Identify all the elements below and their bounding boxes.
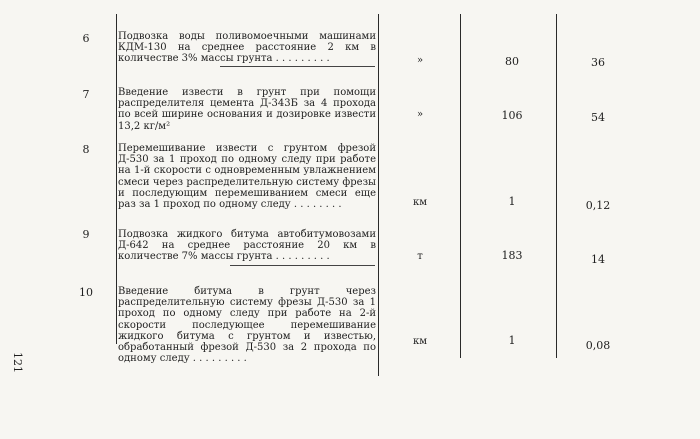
- row-cost: 36: [591, 56, 605, 69]
- column-rule-qty: [556, 14, 557, 358]
- row-number: 10: [79, 286, 93, 299]
- row-quantity: 1: [508, 195, 516, 208]
- row-number: 9: [82, 228, 90, 241]
- row-description: Перемешивание извести с грунтом фрезой Д-530 за 1 проход по одному следу при работе на 1-й скорости с одновременным увлажнением смеси через распределительную систему фрезы и последующим перемешиванием смеси еще раз за 1 проход по одному следу . . . . . . . .: [118, 143, 376, 211]
- row-number: 7: [82, 88, 90, 101]
- row-cost: 54: [591, 111, 605, 124]
- row-quantity: 106: [501, 109, 523, 122]
- row-description: Введение битума в грунт через распределительную систему фрезы Д-530 за 1 проход по одному следу при работе на 2-й скорости последующее перемешивание жидкого битума с грунтом и известью, обработанный фрезой Д-530 за 2 прохода по одному следу . . . . . . . . .: [118, 286, 376, 365]
- row-unit: »: [416, 55, 424, 66]
- row-description: Подвозка жидкого битума автобитумовозами Д-642 на среднее расстояние 20 км в количестве 7% массы грунта . . . . . . . . .: [118, 229, 376, 263]
- row-rule-6: [220, 66, 375, 67]
- row-cost: 0,08: [585, 339, 611, 352]
- page-number: 121: [11, 352, 24, 373]
- row-number: 6: [82, 32, 90, 45]
- row-description: Введение извести в грунт при помощи распределителя цемента Д-343Б за 4 прохода по всей ширине основания и дозировке извести 13,2 кг/м²: [118, 87, 376, 132]
- row-unit: км: [412, 336, 428, 347]
- column-rule-left: [116, 14, 117, 344]
- row-unit: км: [412, 197, 428, 208]
- row-unit: т: [417, 251, 423, 262]
- row-cost: 14: [591, 253, 605, 266]
- row-quantity: 80: [505, 55, 519, 68]
- column-rule-desc: [378, 14, 379, 376]
- row-quantity: 1: [508, 334, 516, 347]
- row-quantity: 183: [501, 249, 523, 262]
- row-description: Подвозка воды поливомоечными машинами КДМ-130 на среднее расстояние 2 км в количестве 3% массы грунта . . . . . . . . .: [118, 31, 376, 65]
- row-rule-9: [230, 265, 375, 266]
- column-rule-unit: [460, 14, 461, 358]
- row-cost: 0,12: [585, 199, 611, 212]
- row-unit: »: [416, 109, 424, 120]
- row-number: 8: [82, 143, 90, 156]
